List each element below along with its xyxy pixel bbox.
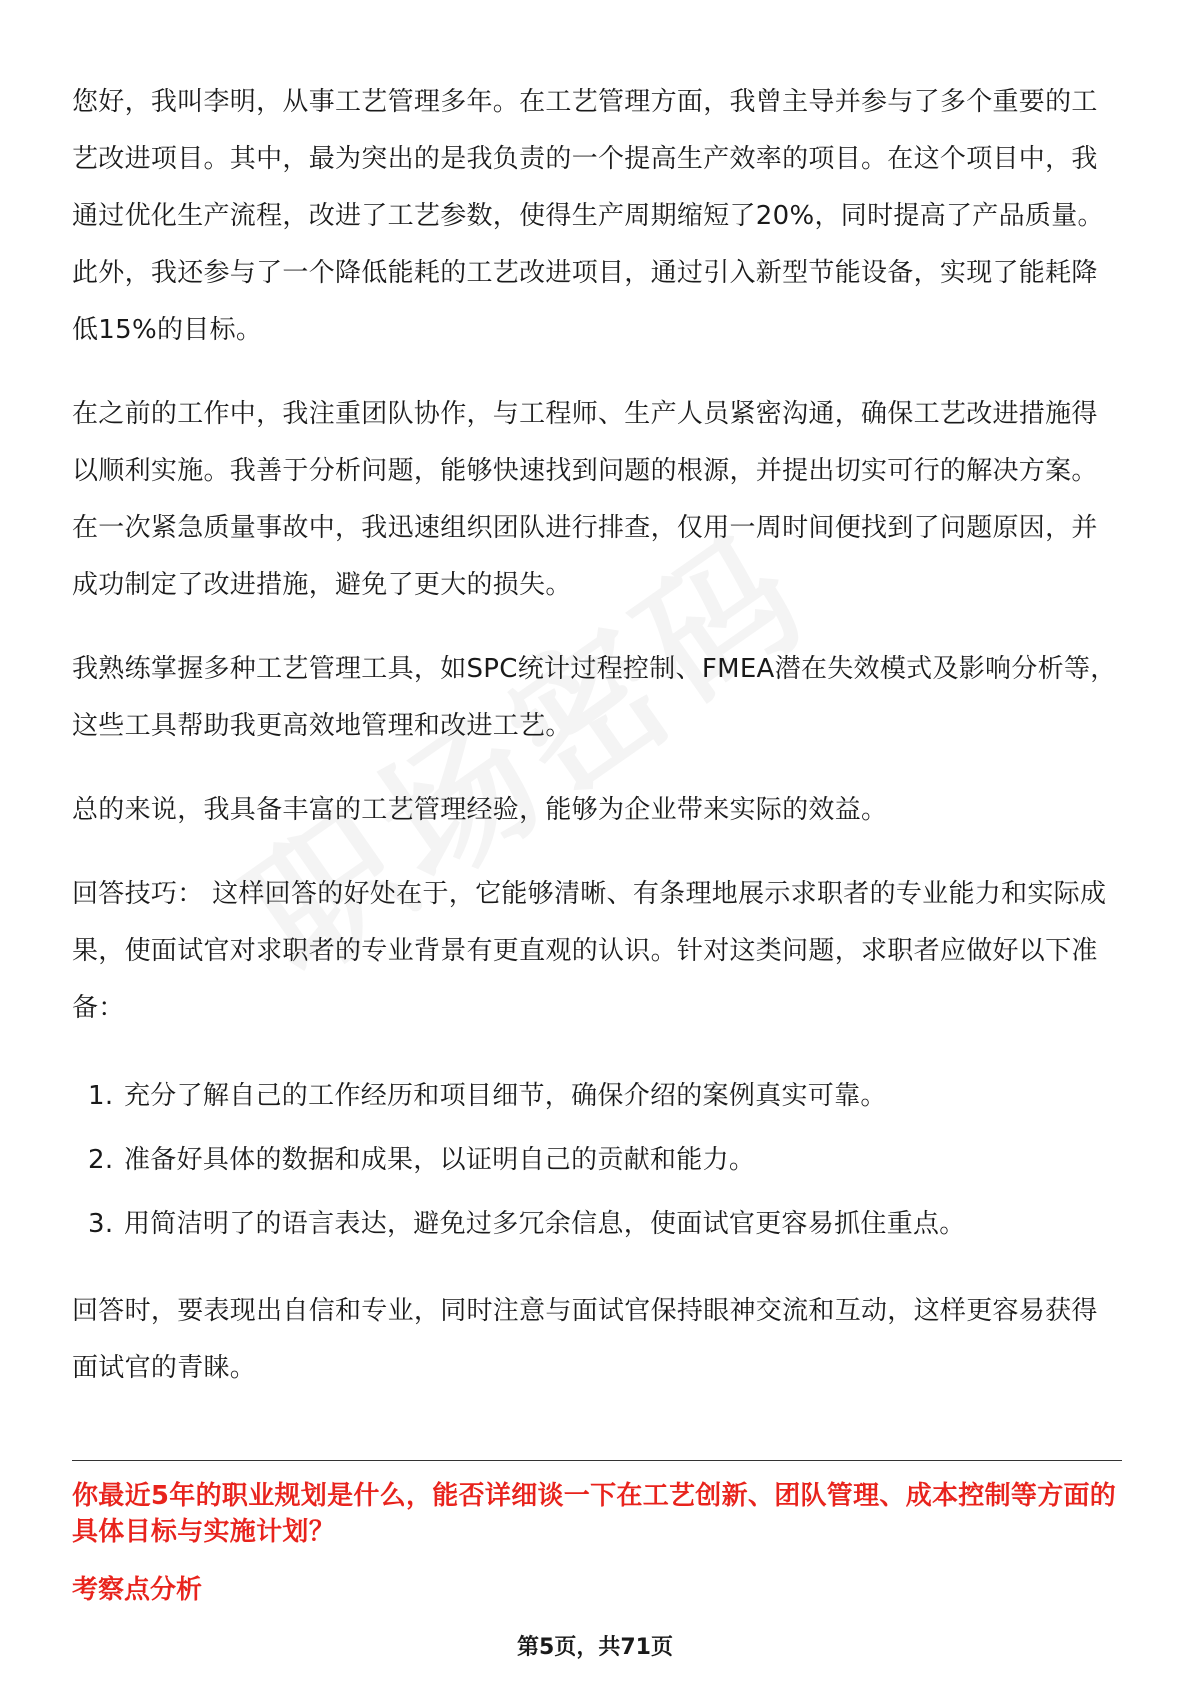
answer-tips-intro: 回答技巧： 这样回答的好处在于，它能够清晰、有条理地展示求职者的专业能力和实际成果，使面试官对求职者的专业背景有更直观的认识。针对这类问题，求职者应做好以下准备：: [72, 879, 1107, 1023]
list-item-number: 1.: [88, 1081, 114, 1111]
page-footer: 第5页，共71页: [517, 1635, 673, 1660]
list-item-text: 准备好具体的数据和成果，以证明自己的贡献和能力。: [124, 1145, 756, 1175]
answer-paragraph-3: 我熟练掌握多种工艺管理工具，如SPC统计过程控制、FMEA潜在失效模式及影响分析等，这些工具帮助我更高效地管理和改进工艺。: [72, 654, 1117, 741]
list-item: [88, 1128, 1122, 1192]
list-item-number: 3.: [88, 1209, 114, 1239]
answer-paragraph-2: 在之前的工作中，我注重团队协作，与工程师、生产人员紧密沟通，确保工艺改进措施得以顺利实施。我善于分析问题，能够快速找到问题的根源，并提出切实可行的解决方案。在一次紧急质量事故中，我迅速组织团队进行排查，仅用一周时间便找到了问题原因，并成功制定了改进措施，避免了更大的损失。: [72, 399, 1098, 600]
list-item-text: 充分了解自己的工作经历和项目细节，确保介绍的案例真实可靠。: [124, 1081, 887, 1111]
tips-list: [72, 1064, 1122, 1256]
answer-paragraph-4: 总的来说，我具备丰富的工艺管理经验，能够为企业带来实际的效益。: [72, 795, 888, 825]
section-divider: [72, 1460, 1122, 1461]
document-body: [72, 74, 1122, 1424]
answer-paragraph-1: 您好，我叫李明，从事工艺管理多年。在工艺管理方面，我曾主导并参与了多个重要的工艺改进项目。其中，最为突出的是我负责的一个提高生产效率的项目。在这个项目中，我通过优化生产流程，改进了工艺参数，使得生产周期缩短了20%，同时提高了产品质量。此外，我还参与了一个降低能耗的工艺改进项目，通过引入新型节能设备，实现了能耗降低15%的目标。: [72, 87, 1104, 345]
closing-paragraph: 回答时，要表现出自信和专业，同时注意与面试官保持眼神交流和互动，这样更容易获得面试官的青睐。: [72, 1296, 1098, 1383]
analysis-heading: 考察点分析: [72, 1575, 203, 1605]
list-item: [88, 1192, 1122, 1256]
list-item-text: 用简洁明了的语言表达，避免过多冗余信息，使面试官更容易抓住重点。: [124, 1209, 966, 1239]
next-question-heading: 你最近5年的职业规划是什么，能否详细谈一下在工艺创新、团队管理、成本控制等方面的具体目标与实施计划？: [72, 1481, 1117, 1547]
list-item: [88, 1064, 1122, 1128]
list-item-number: 2.: [88, 1145, 114, 1175]
